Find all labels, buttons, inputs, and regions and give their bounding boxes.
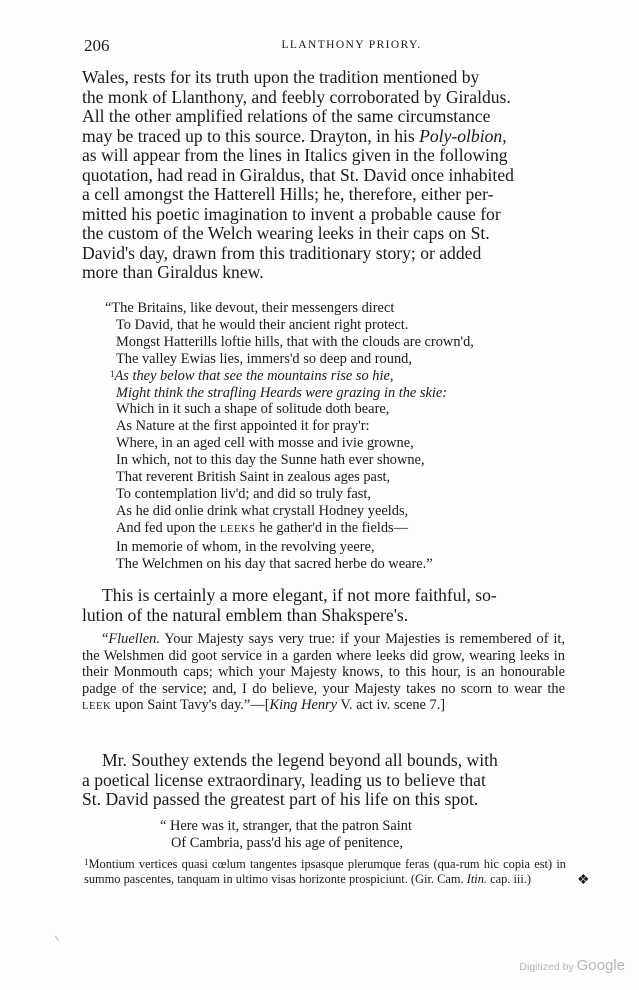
ink-mark-icon: ❖ — [577, 873, 590, 888]
verse-line — [105, 520, 575, 539]
text-span: may be traced up to this source. Drayton, in his — [82, 125, 420, 146]
verse-line — [105, 368, 575, 385]
verse-line: As he did onlie drink what crystall Hodney yeelds, — [116, 502, 409, 519]
verse-line: To contemplation liv'd; and did so truly fast, — [116, 485, 371, 502]
text-line: as will appear from the lines in Italics given in the following — [82, 145, 508, 165]
book-title: Poly-olbion, — [419, 125, 507, 146]
text-line: David's day, drawn from this traditionary story; or added — [82, 242, 482, 263]
verse-line: Where, in an aged cell with mosse and ivie growne, — [116, 435, 414, 452]
text-span: Your Majesty says very true: if your Majesties is remembered of it, the Welshmen did goot service in a garden where leeks did grow, wearing leeks in their Monmouth caps; which your Majesty knows, to this hour, is an honourable padge of the service; and, I do believe, your Majesty takes no scorn to wear the — [82, 631, 565, 697]
footnote-ref: 1 — [110, 368, 115, 379]
verse-line: The Welchmen on his day that sacred herbe do weare.” — [116, 555, 433, 572]
italic-verse: As they below that see the mountains rise so hie, — [114, 367, 394, 384]
speaker-name: Fluellen. — [108, 631, 160, 647]
paragraph-3 — [82, 751, 565, 810]
text-line: Mr. Southey extends the legend beyond all bounds, with — [102, 750, 498, 770]
text-line: the monk of Llanthony, and feebly corroborated by Giraldus. — [82, 86, 511, 107]
verse-line: In which, not to this day the Sunne hath ever showne, — [116, 452, 425, 469]
text-line: All the other amplified relations of the same circumstance — [82, 106, 491, 126]
google-logo: Google — [576, 957, 625, 974]
small-caps-word: LEEKS — [219, 523, 256, 535]
verse-line: Of Cambria, pass'd his age of penitence, — [171, 834, 403, 851]
text-span: he gather'd in the fields— — [255, 519, 409, 536]
margin-mark — [55, 936, 59, 941]
text-line: the custom of the Welch wearing leeks in their caps on St. — [82, 223, 490, 243]
text-line: lution of the natural emblem than Shakspere's. — [82, 604, 409, 625]
text-line: a cell amongst the Hatterell Hills; he, therefore, either per- — [82, 184, 494, 204]
verse-line: “ Here was it, stranger, that the patron Saint — [160, 818, 412, 834]
text-line — [82, 127, 565, 147]
footnote-italic: Itin. — [466, 871, 487, 886]
verse-line — [105, 385, 575, 402]
digitized-watermark — [519, 957, 625, 975]
footnote-text: cap. iii.) — [487, 871, 532, 886]
verse-line: “The Britains, like devout, their messengers direct — [105, 300, 395, 316]
southey-verse — [160, 818, 630, 852]
text-line: a poetical license extraordinary, leading us to believe that — [82, 769, 486, 790]
paragraph-1 — [82, 68, 565, 283]
text-line: mitted his poetic imagination to invent a probable cause for — [82, 203, 501, 224]
text-line: more than Giraldus knew. — [82, 262, 264, 282]
verse-line: In memorie of whom, in the revolving yeere, — [116, 538, 375, 555]
verse-line: Mongst Hatterills loftie hills, that with the clouds are crown'd, — [116, 333, 474, 350]
verse-line: To David, that he would their ancient right protect. — [116, 316, 409, 333]
page-number: 206 — [84, 36, 110, 55]
text-span: upon Saint Tavy's day.”—[ — [111, 697, 270, 714]
footnote-mark: 1 — [84, 857, 89, 867]
text-line: Wales, rests for its truth upon the tradition mentioned by — [82, 67, 480, 87]
italic-verse: Might think the strafling Heards were grazing in the skie: — [116, 384, 448, 401]
verse-line: Which in it such a shape of solitude doth beare, — [116, 401, 390, 418]
text-span: “ — [102, 631, 109, 647]
small-caps-word: LEEK — [82, 701, 112, 713]
verse-line: That reverent British Saint in zealous ages past, — [116, 469, 391, 486]
shakespeare-quote — [82, 631, 565, 716]
page-header — [84, 36, 579, 58]
verse-line: As Nature at the first appointed it for pray'r: — [116, 418, 370, 435]
play-title: King Henry — [269, 697, 338, 714]
running-title: LLANTHONY PRIORY. — [281, 39, 422, 51]
drayton-verse — [105, 300, 575, 573]
text-span: And fed upon the — [116, 519, 220, 536]
verse-line: The valley Ewias lies, immers'd so deep and round, — [116, 350, 412, 367]
text-span: V. act iv. scene 7.] — [337, 697, 446, 714]
watermark-prefix: Digitized by — [519, 961, 577, 973]
footnote-text: Montium vertices quasi cœlum tangentes ipsasque plerumque feras (qua-rum hic copia est) in summo pascentes, tanquam in ultimo visas horizonte prospiciunt. (Gir. Cam. — [84, 857, 566, 886]
text-line: This is certainly a more elegant, if not more faithful, so- — [102, 585, 497, 605]
text-line: quotation, had read in Giraldus, that St. David once inhabited — [82, 164, 514, 185]
text-line: St. David passed the greatest part of his life on this spot. — [82, 789, 479, 809]
footnote — [84, 857, 566, 887]
paragraph-2 — [82, 586, 565, 625]
